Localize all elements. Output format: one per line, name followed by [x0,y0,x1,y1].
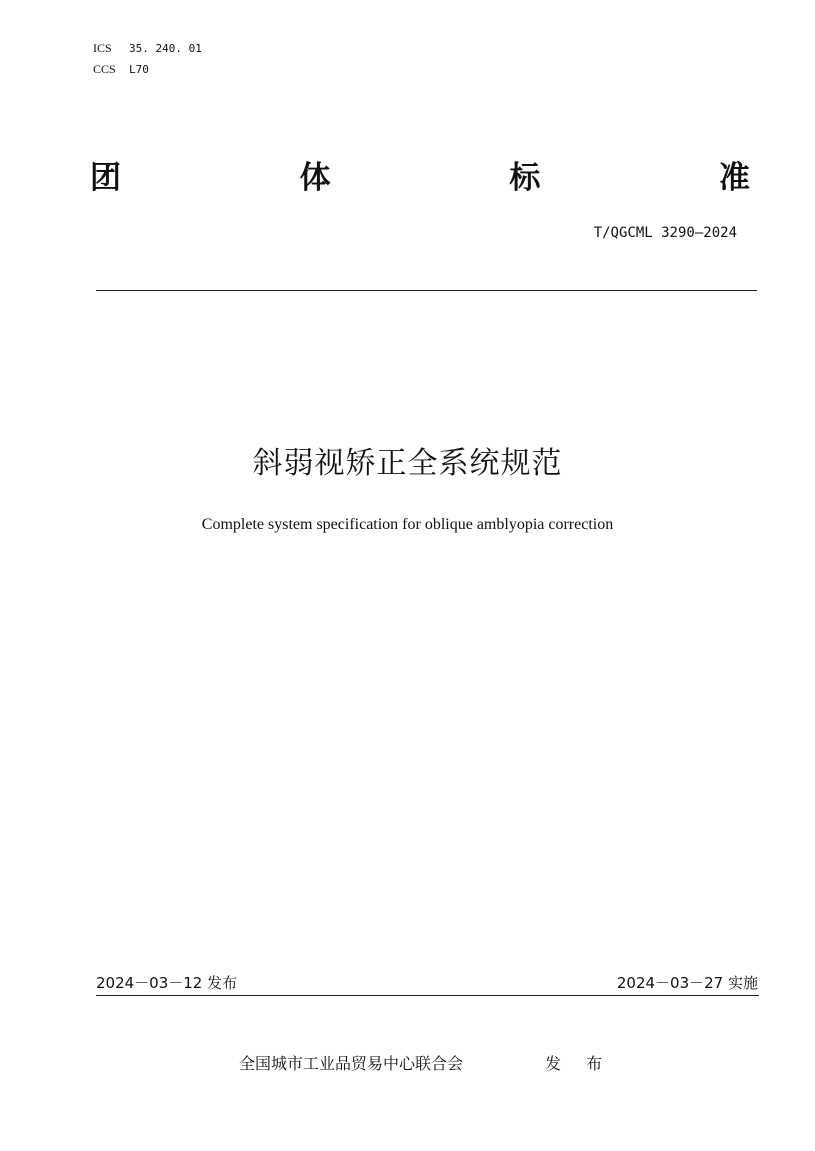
ics-code: 35. 240. 01 [129,42,202,55]
publish-date: 2024－03－12 发布 [96,974,238,992]
standard-type-heading [90,158,750,198]
ics-label: ICS [93,41,112,55]
publisher-name: 全国城市工业品贸易中心联合会 [239,1054,464,1073]
ccs-code: L70 [129,63,149,76]
standard-type-char: 团 [90,160,121,196]
top-divider [96,290,757,291]
document-title-zh: 斜弱视矫正全系统规范 [252,446,563,481]
ics-row [93,41,202,56]
publish-label: 发 布 [545,1054,613,1073]
standard-type-char: 体 [299,160,331,196]
standard-number: T/QGCML 3290—2024 [593,225,737,241]
implementation-date: 2024－03－27 实施 [616,974,758,992]
ccs-row [93,62,149,77]
document-title-en: Complete system specification for oblique amblyopia correction [201,516,614,533]
standard-type-char: 标 [509,160,541,196]
bottom-divider [96,995,759,996]
standard-type-char: 准 [718,160,750,196]
ccs-label: CCS [93,62,116,76]
